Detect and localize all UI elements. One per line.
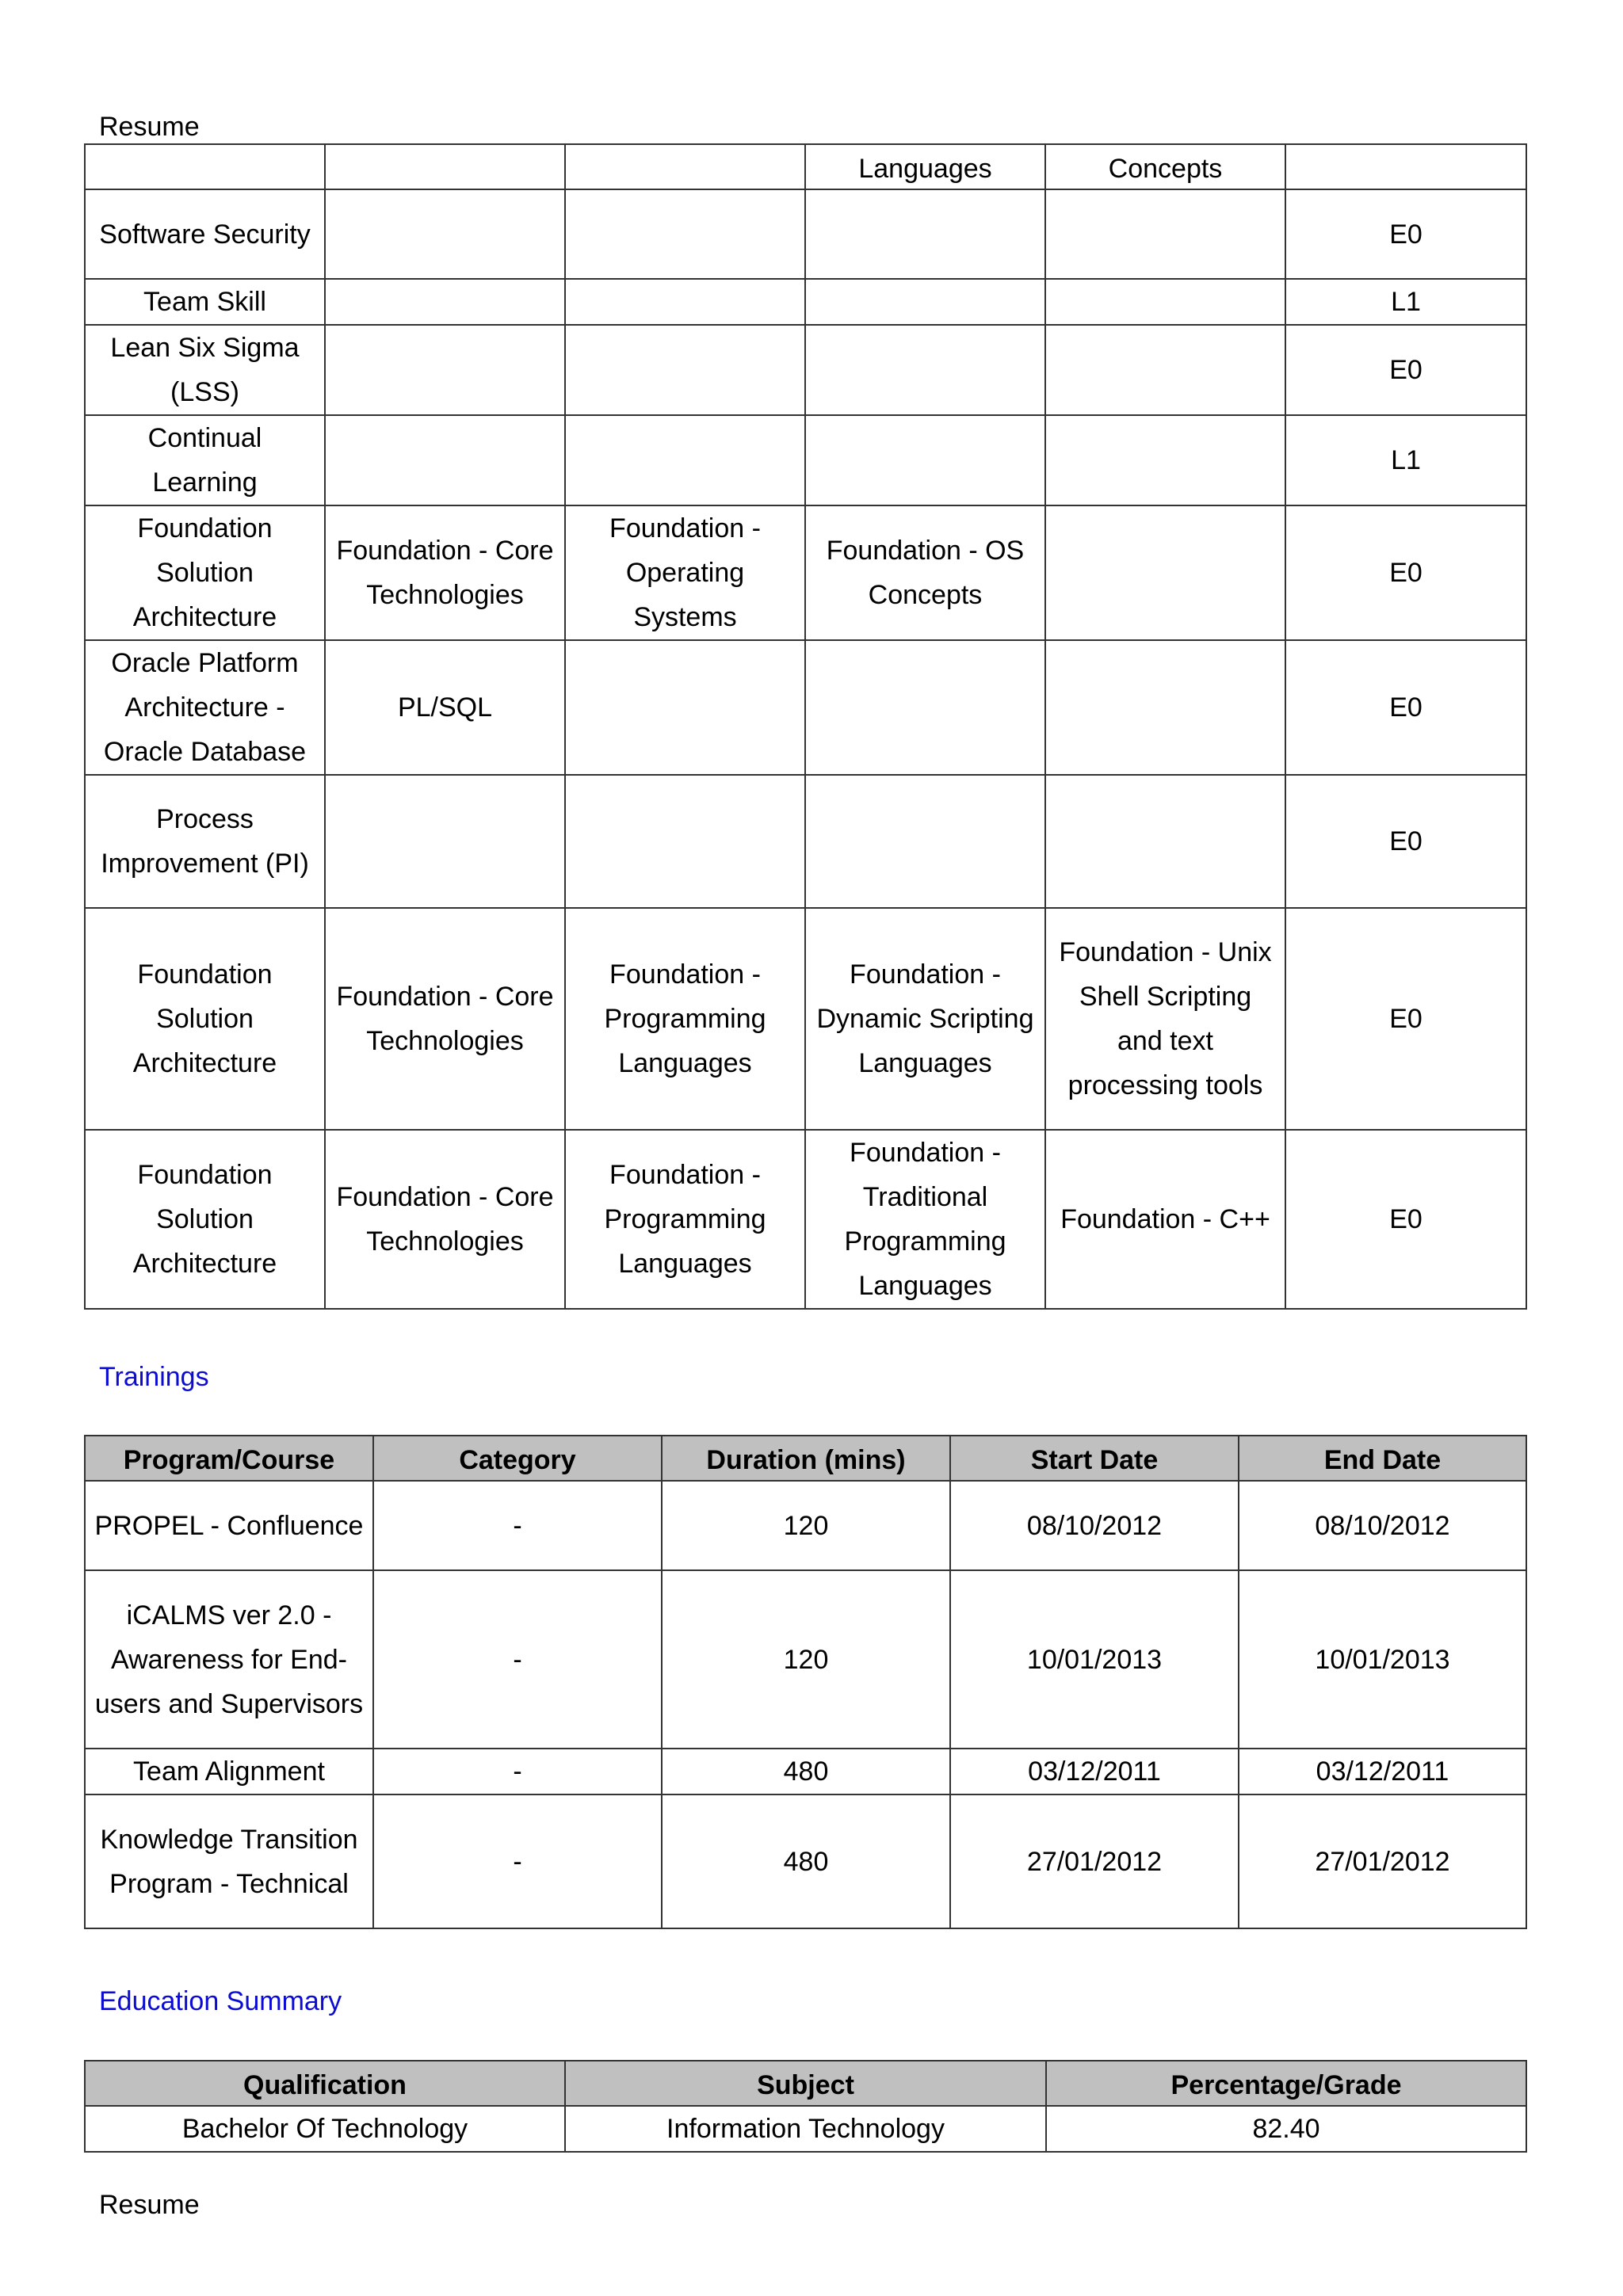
table-cell: PROPEL - Confluence	[85, 1481, 373, 1570]
table-cell	[805, 189, 1045, 279]
table-cell: Foundation - Programming Languages	[565, 908, 805, 1130]
table-cell: -	[373, 1570, 662, 1749]
table-cell: Knowledge Transition Program - Technical	[85, 1794, 373, 1928]
table-cell: 27/01/2012	[1239, 1794, 1526, 1928]
table-cell: L1	[1285, 415, 1526, 505]
table-cell: 27/01/2012	[950, 1794, 1239, 1928]
table-cell: Continual Learning	[85, 415, 325, 505]
skills-table	[84, 143, 1527, 1310]
table-cell: 08/10/2012	[1239, 1481, 1526, 1570]
table-cell	[325, 325, 565, 415]
page-footer-label: Resume	[99, 2190, 200, 2220]
table-row	[85, 2106, 1526, 2152]
table-row	[85, 279, 1526, 325]
table-cell: Foundation - Operating Systems	[565, 505, 805, 640]
table-cell	[565, 640, 805, 775]
table-cell: -	[373, 1481, 662, 1570]
table-cell: E0	[1285, 189, 1526, 279]
table-row	[85, 1570, 1526, 1749]
table-cell: 08/10/2012	[950, 1481, 1239, 1570]
table-cell: Foundation - Dynamic Scripting Languages	[805, 908, 1045, 1130]
table-cell: -	[373, 1794, 662, 1928]
page-header-label: Resume	[99, 112, 200, 142]
table-cell	[1045, 640, 1285, 775]
table-cell: E0	[1285, 325, 1526, 415]
column-header-end-date: End Date	[1239, 1436, 1526, 1481]
table-cell: iCALMS ver 2.0 - Awareness for End-users and Supervisors	[85, 1570, 373, 1749]
table-cell	[565, 325, 805, 415]
table-cell: E0	[1285, 505, 1526, 640]
table-cell: Foundation Solution Architecture	[85, 908, 325, 1130]
table-cell	[805, 640, 1045, 775]
table-row	[85, 1130, 1526, 1309]
trainings-table	[84, 1435, 1527, 1929]
table-cell: 10/01/2013	[1239, 1570, 1526, 1749]
table-row	[85, 1749, 1526, 1794]
table-cell: E0	[1285, 775, 1526, 908]
table-cell: Information Technology	[565, 2106, 1046, 2152]
table-cell: L1	[1285, 279, 1526, 325]
column-header-duration: Duration (mins)	[662, 1436, 950, 1481]
table-row	[85, 775, 1526, 908]
table-cell	[1045, 279, 1285, 325]
column-header-grade: Percentage/Grade	[1046, 2061, 1526, 2106]
table-cell	[565, 415, 805, 505]
table-cell: Team Alignment	[85, 1749, 373, 1794]
table-cell	[565, 775, 805, 908]
table-cell: 82.40	[1046, 2106, 1526, 2152]
table-row	[85, 325, 1526, 415]
table-cell: E0	[1285, 640, 1526, 775]
skills-header-cell	[325, 144, 565, 189]
table-cell: Oracle Platform Architecture - Oracle Database	[85, 640, 325, 775]
skills-header-row	[85, 144, 1526, 189]
table-cell: Bachelor Of Technology	[85, 2106, 565, 2152]
table-cell	[805, 325, 1045, 415]
table-row	[85, 415, 1526, 505]
column-header-start-date: Start Date	[950, 1436, 1239, 1481]
table-row	[85, 1794, 1526, 1928]
table-cell: 480	[662, 1749, 950, 1794]
education-header-row	[85, 2061, 1526, 2106]
table-cell	[325, 775, 565, 908]
education-heading: Education Summary	[99, 1986, 342, 2016]
table-cell: PL/SQL	[325, 640, 565, 775]
table-cell: -	[373, 1749, 662, 1794]
table-cell	[325, 279, 565, 325]
table-cell	[325, 415, 565, 505]
table-cell: Foundation - Unix Shell Scripting and text processing tools	[1045, 908, 1285, 1130]
table-cell: Foundation - Programming Languages	[565, 1130, 805, 1309]
table-cell: 120	[662, 1481, 950, 1570]
table-cell: Foundation - C++	[1045, 1130, 1285, 1309]
column-header-category: Category	[373, 1436, 662, 1481]
table-cell: Foundation - Core Technologies	[325, 505, 565, 640]
table-cell: Foundation Solution Architecture	[85, 1130, 325, 1309]
column-header-program: Program/Course	[85, 1436, 373, 1481]
table-cell	[1045, 325, 1285, 415]
table-cell	[805, 415, 1045, 505]
table-cell: Foundation - Core Technologies	[325, 1130, 565, 1309]
education-table	[84, 2060, 1527, 2153]
table-cell: Process Improvement (PI)	[85, 775, 325, 908]
table-row	[85, 505, 1526, 640]
table-cell: Lean Six Sigma (LSS)	[85, 325, 325, 415]
table-cell	[325, 189, 565, 279]
table-cell: 03/12/2011	[950, 1749, 1239, 1794]
skills-header-cell	[1285, 144, 1526, 189]
table-cell	[565, 279, 805, 325]
table-cell	[805, 279, 1045, 325]
table-cell: Team Skill	[85, 279, 325, 325]
table-cell	[1045, 775, 1285, 908]
table-cell	[1045, 505, 1285, 640]
table-cell	[565, 189, 805, 279]
table-cell: 480	[662, 1794, 950, 1928]
table-cell: 10/01/2013	[950, 1570, 1239, 1749]
column-header-subject: Subject	[565, 2061, 1046, 2106]
table-cell: 120	[662, 1570, 950, 1749]
table-cell: Software Security	[85, 189, 325, 279]
table-cell	[1045, 189, 1285, 279]
skills-header-concepts: Concepts	[1045, 144, 1285, 189]
trainings-heading: Trainings	[99, 1362, 209, 1392]
table-cell: Foundation Solution Architecture	[85, 505, 325, 640]
table-cell: Foundation - OS Concepts	[805, 505, 1045, 640]
table-cell: E0	[1285, 908, 1526, 1130]
skills-header-cell	[565, 144, 805, 189]
table-cell	[805, 775, 1045, 908]
column-header-qualification: Qualification	[85, 2061, 565, 2106]
skills-header-cell	[85, 144, 325, 189]
trainings-header-row	[85, 1436, 1526, 1481]
table-cell: Foundation - Core Technologies	[325, 908, 565, 1130]
table-cell: Foundation - Traditional Programming Languages	[805, 1130, 1045, 1309]
skills-header-languages: Languages	[805, 144, 1045, 189]
table-cell: 03/12/2011	[1239, 1749, 1526, 1794]
table-row	[85, 1481, 1526, 1570]
table-cell: E0	[1285, 1130, 1526, 1309]
table-cell	[1045, 415, 1285, 505]
table-row	[85, 189, 1526, 279]
table-row	[85, 908, 1526, 1130]
table-row	[85, 640, 1526, 775]
